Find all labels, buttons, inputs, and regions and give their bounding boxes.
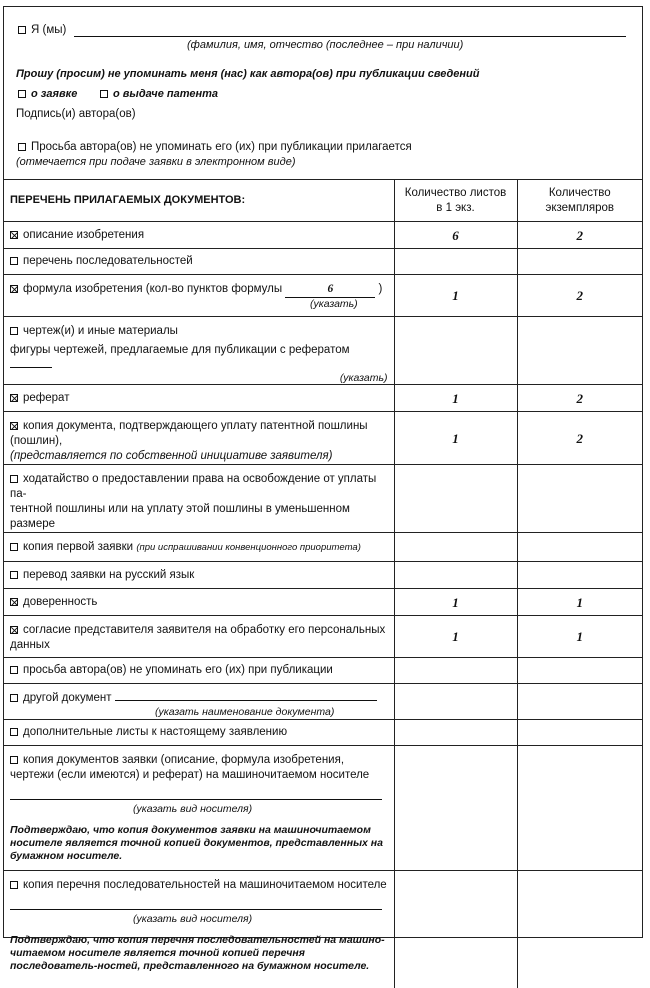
opt-application[interactable]: о заявке <box>18 88 77 100</box>
table-row: перечень последовательностей <box>4 249 642 275</box>
checkbox[interactable] <box>10 728 18 736</box>
table-row: согласие представителя заявителя на обработку его персональных данных 1 1 <box>4 616 642 658</box>
opt-application-checkbox[interactable] <box>18 90 26 98</box>
author-section <box>4 7 642 180</box>
checkbox-checked[interactable] <box>10 394 18 402</box>
request-text: Прошу (просим) не упоминать меня (нас) как автора(ов) при публикации сведений <box>16 68 480 80</box>
table-row: просьба автора(ов) не упоминать его (их) при публикации <box>4 658 642 684</box>
checkbox-checked[interactable] <box>10 598 18 606</box>
opt-patent-checkbox[interactable] <box>100 90 108 98</box>
checkbox-checked[interactable] <box>10 231 18 239</box>
opt-patent[interactable]: о выдаче патента <box>100 88 218 100</box>
other-document-input[interactable] <box>115 700 377 701</box>
checkbox[interactable] <box>10 543 18 551</box>
table-row: ходатайство о предоставлении права на освобождение от уплаты па- тентной пошлины или на уплату этой пошлины в уменьшенном размере <box>4 465 642 533</box>
table-header <box>4 180 642 222</box>
table-row: чертеж(и) и иные материалы фигуры чертежей, предлагаемые для публикации с рефератом (указать) <box>4 317 642 385</box>
table-row: формула изобретения (кол-во пунктов формулы 6 ) (указать) 1 2 <box>4 275 642 317</box>
i-we-label: Я (мы) <box>31 24 67 36</box>
name-line[interactable] <box>74 36 626 37</box>
table-row: копия документа, подтверждающего уплату патентной пошлины (пошлин), (представляется по собственной инициативе заявителя) 1 2 <box>4 412 642 465</box>
i-we-row <box>18 24 66 36</box>
request-attached-note: (отмечается при подаче заявки в электронном виде) <box>16 156 296 168</box>
request-attached-row[interactable]: Просьба автора(ов) не упоминать его (их) при публикации прилагается <box>18 141 412 153</box>
checkbox-checked[interactable] <box>10 422 18 430</box>
table-row: копия первой заявки (при испрашивании конвенционного приоритета) <box>4 533 642 562</box>
media-type-input[interactable] <box>10 897 382 910</box>
documents-table <box>4 179 642 988</box>
table-row: перевод заявки на русский язык <box>4 562 642 589</box>
checkbox[interactable] <box>10 881 18 889</box>
checkbox-checked[interactable] <box>10 626 18 634</box>
checkbox[interactable] <box>10 327 18 335</box>
checkbox[interactable] <box>10 666 18 674</box>
checkbox[interactable] <box>10 257 18 265</box>
checkbox-checked[interactable] <box>10 285 18 293</box>
table-row: доверенность 1 1 <box>4 589 642 616</box>
table-row: описание изобретения 6 2 <box>4 222 642 249</box>
checkbox[interactable] <box>10 756 18 764</box>
checkbox[interactable] <box>10 694 18 702</box>
name-hint: (фамилия, имя, отчество (последнее – при наличии) <box>187 39 464 51</box>
claims-count[interactable]: 6 <box>285 282 375 298</box>
table-row: другой документ (указать наименование документа) <box>4 684 642 720</box>
application-form <box>3 6 643 972</box>
col-docs-header: ПЕРЕЧЕНЬ ПРИЛАГАЕМЫХ ДОКУМЕНТОВ: <box>4 180 394 222</box>
checkbox[interactable] <box>10 475 18 483</box>
figures-input[interactable] <box>10 367 52 368</box>
table-row: копия перечня последовательностей на машиночитаемом носителе (указать вид носителя) Подтверждаю, что копия перечня последовательностей на машино-читаемом носителе является точной копией перечня последователь-ностей, представленного на бумажном носителе. <box>4 871 642 988</box>
signature-label: Подпись(и) автора(ов) <box>16 108 136 120</box>
col-sheets-header: Количество листов в 1 экз. <box>394 180 517 222</box>
checkbox[interactable] <box>10 571 18 579</box>
i-we-checkbox[interactable] <box>18 26 26 34</box>
col-copies-header: Количество экземпляров <box>517 180 642 222</box>
table-row: реферат 1 2 <box>4 385 642 412</box>
media-type-input[interactable] <box>10 787 382 800</box>
table-row: копия документов заявки (описание, формула изобретения, чертежи (если имеются) и реферат) на машиночитаемом носителе (указать вид носителя) Подтверждаю, что копия документов заявки на машиночитаемом носителе является точной копией документов, представленных на бумажном носителе. <box>4 746 642 871</box>
request-attached-checkbox[interactable] <box>18 143 26 151</box>
table-row: дополнительные листы к настоящему заявлению <box>4 720 642 746</box>
